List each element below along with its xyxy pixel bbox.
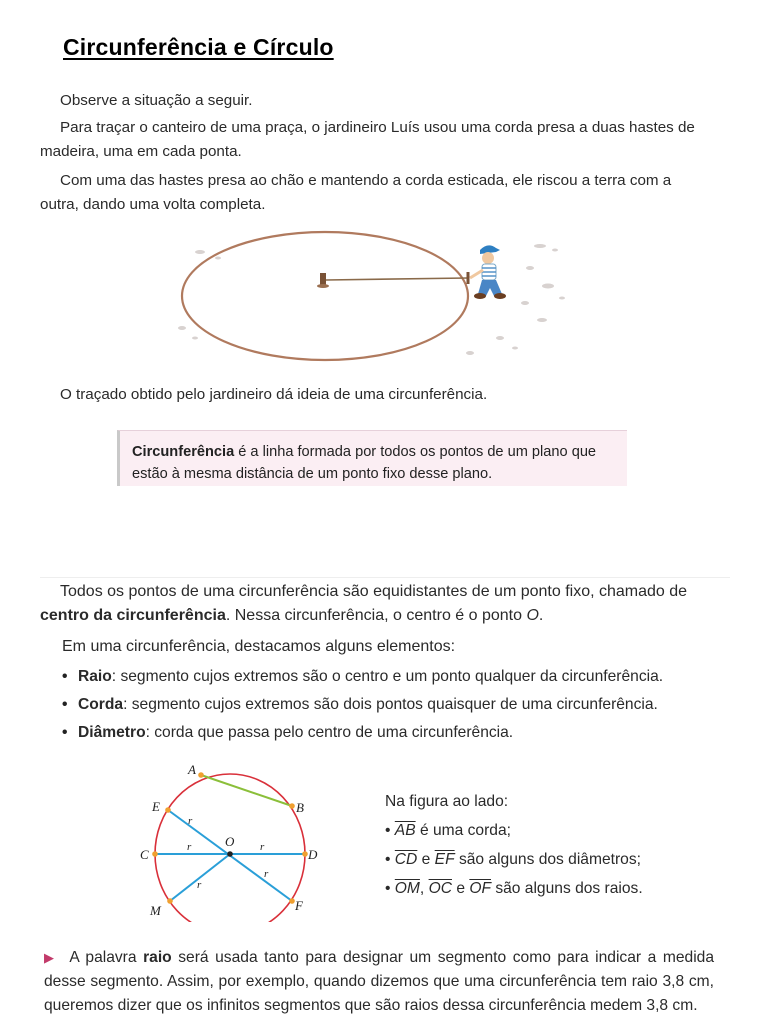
segment-oc: $\overline{OC}$ — [428, 880, 452, 897]
figure-bullet-diameters-mid: e — [417, 851, 435, 868]
segment-om: $\overline{OM}$ — [394, 880, 420, 897]
figure-bullet-radii-mid: e — [451, 880, 470, 897]
list-item-text: : corda que passa pelo centro de uma circunferência. — [145, 724, 514, 741]
definition-term: Circunferência — [132, 444, 235, 460]
label-r-od: r — [260, 841, 265, 853]
list-item-term: Raio — [78, 668, 112, 685]
raio-note-text-b: será usada tanto para designar um segmento como para indicar a medida desse segmento. Assim, por exemplo, quando dizemos que uma circunferência tem raio 3,8 cm, queremos dizer que os infinitos segmentos que são raios dessa circunferência medem 3,8 cm. — [44, 949, 714, 1014]
figure-description — [385, 787, 745, 903]
list-item-raio — [62, 663, 742, 691]
gardener-drawing-circle-illustration — [170, 228, 570, 368]
list-item-term: Corda — [78, 696, 124, 713]
figure-bullet-radii-sep: , — [419, 880, 429, 897]
label-r-oc: r — [187, 841, 192, 853]
intro-paragraph-1: Observe a situação a seguir. — [60, 92, 253, 109]
list-item-term: Diâmetro — [78, 724, 146, 741]
figure-bullet-chord: • $\overline{AB}$ é uma corda; — [385, 822, 511, 839]
figure-bullet-radii-text: são alguns dos raios. — [490, 880, 643, 897]
figure-bullet-chord-text: é uma corda; — [415, 822, 511, 839]
segment-of: $\overline{OF}$ — [469, 880, 491, 897]
intro-paragraph-2: Para traçar o canteiro de uma praça, o jardineiro Luís usou uma corda presa a duas hastes de madeira, uma em cada ponta. — [40, 119, 695, 160]
definition-box — [117, 430, 627, 486]
center-text-a: Todos os pontos de uma circunferência são equidistantes de um ponto fixo, chamado de — [60, 583, 688, 600]
figure-description-title: Na figura ao lado: — [385, 793, 509, 810]
label-d: D — [308, 847, 318, 862]
list-item-text: : segmento cujos extremos são o centro e um ponto qualquer da circunferência. — [111, 668, 664, 685]
figure-bullet-diameters-text: são alguns dos diâmetros; — [454, 851, 641, 868]
label-a: A — [188, 762, 196, 777]
list-item-diametro — [62, 719, 742, 747]
center-text-end: . — [538, 607, 544, 624]
segment-ab: $\overline{AB}$ — [394, 822, 416, 839]
illustration-caption: O traçado obtido pelo jardineiro dá ideia de uma circunferência. — [60, 386, 488, 403]
triangle-bullet-icon: ▶ — [44, 950, 57, 965]
radius-om — [170, 854, 230, 901]
raio-note-text-a: A palavra — [69, 949, 144, 966]
figure-bullet-diameters: • $\overline{CD}$ e $\overline{EF}$ são alguns dos diâmetros; — [385, 851, 641, 868]
figure-bullet-radii: • $\overline{OM}$, $\overline{OC}$ e $\overline{OF}$ são alguns dos raios. — [385, 880, 643, 897]
raio-note-term: raio — [143, 949, 172, 966]
definition-text: é a linha formada por todos os pontos de um plano que estão à mesma distância de um ponto fixo desse plano. — [132, 444, 597, 482]
raio-note — [44, 946, 714, 1018]
list-item-text: : segmento cujos extremos são dois pontos quaisquer de uma circunferência. — [123, 696, 658, 713]
label-c: C — [140, 847, 149, 862]
circle-diagram — [130, 760, 330, 922]
label-r-oe: r — [188, 815, 193, 827]
page-title: Circunferência e Círculo — [63, 34, 334, 60]
label-r-of: r — [264, 868, 269, 880]
label-o: O — [225, 834, 235, 849]
label-b: B — [296, 800, 304, 815]
list-item-corda — [62, 691, 742, 719]
center-point-label: O — [526, 607, 539, 624]
intro-paragraph-3: Com uma das hastes presa ao chão e mantendo a corda esticada, ele riscou a terra com a outra, dando uma volta completa. — [40, 172, 672, 213]
elements-list — [62, 663, 742, 747]
label-f: F — [295, 898, 303, 913]
circle-figure — [130, 760, 330, 922]
label-r-om: r — [197, 879, 202, 891]
center-text-b: . Nessa circunferência, o centro é o ponto — [225, 607, 527, 624]
label-e: E — [152, 799, 160, 814]
segment-cd: $\overline{CD}$ — [394, 851, 418, 868]
center-term: centro da circunferência — [40, 607, 226, 624]
section-divider — [40, 577, 730, 578]
center-paragraph — [40, 580, 735, 628]
elements-intro: Em uma circunferência, destacamos alguns elementos: — [62, 638, 456, 655]
segment-ef: $\overline{EF}$ — [434, 851, 455, 868]
chord-ab — [201, 775, 292, 806]
gardener-illustration — [170, 228, 570, 368]
label-m: M — [150, 903, 161, 918]
